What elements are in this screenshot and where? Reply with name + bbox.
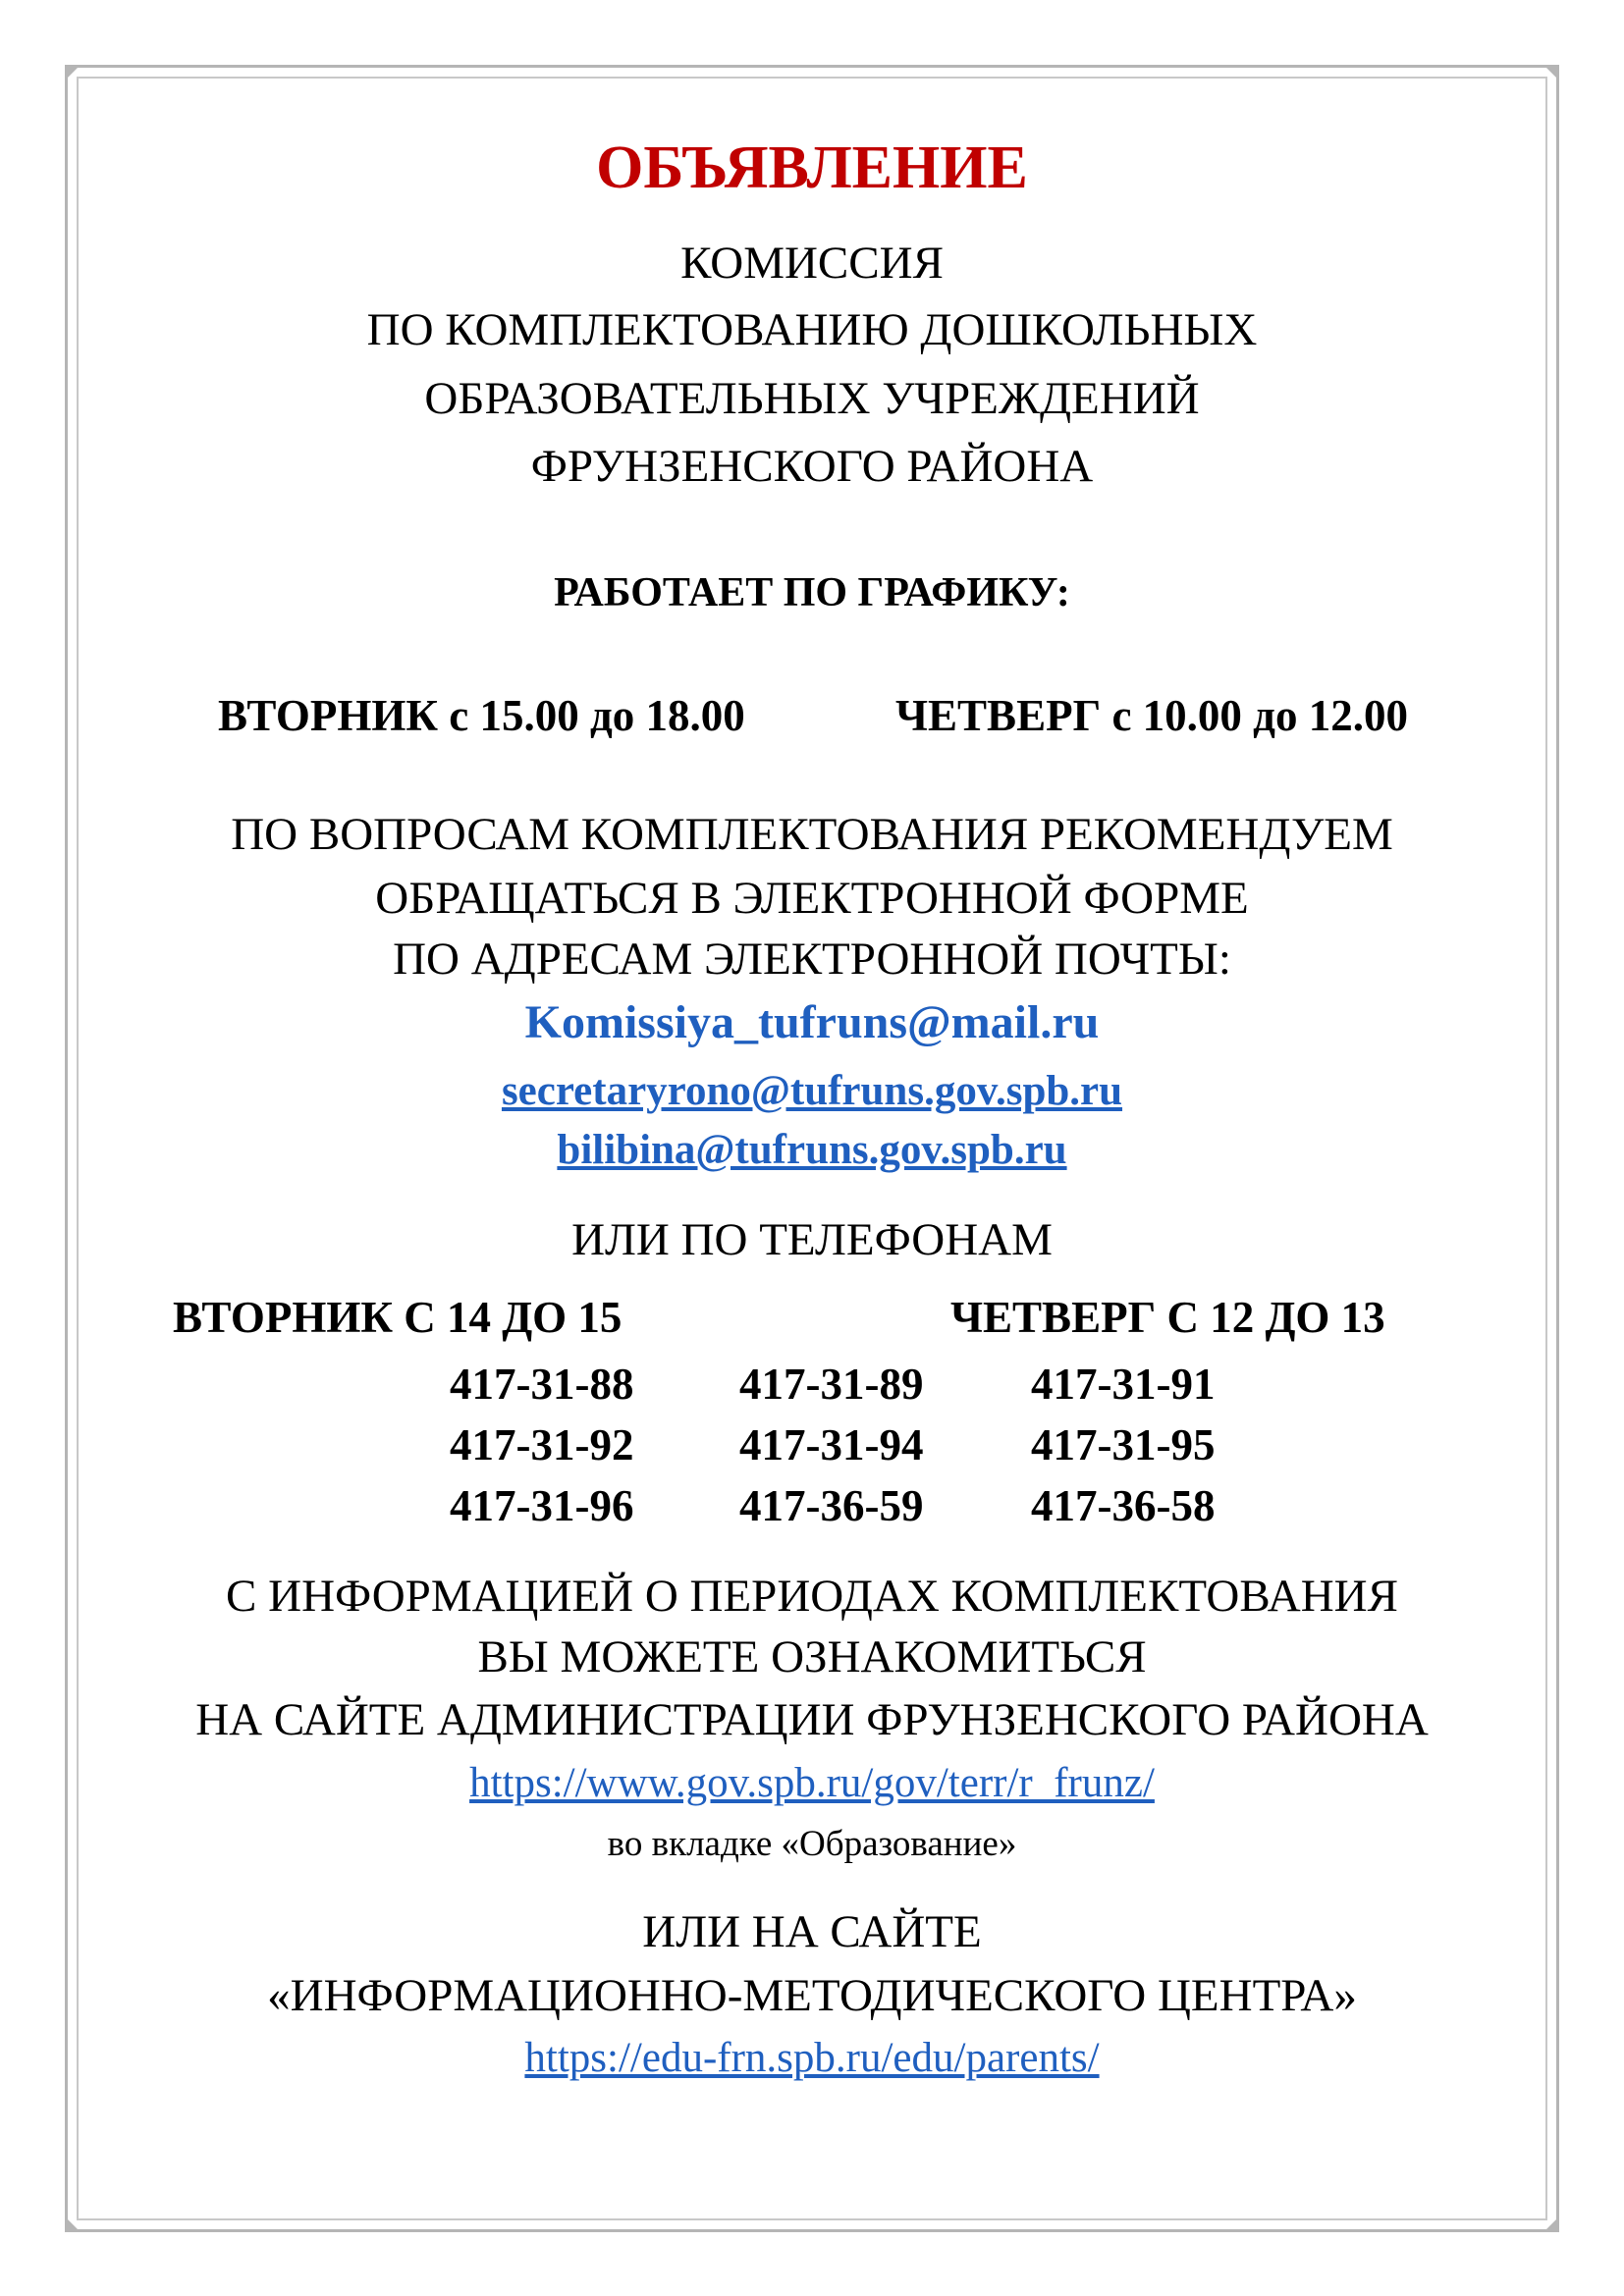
frame-corner [67, 2218, 79, 2230]
schedule-thursday: ЧЕТВЕРГ с 10.00 до 12.00 [895, 691, 1408, 740]
phone-number: 417-31-94 [739, 1420, 924, 1469]
schedule-tuesday: ВТОРНИК с 15.00 до 18.00 [218, 691, 745, 740]
frame-corner [1545, 67, 1557, 79]
phone-number: 417-31-96 [450, 1481, 634, 1530]
frame-corner [1545, 2218, 1557, 2230]
email-link-bilibina[interactable]: bilibina@tufruns.gov.spb.ru [557, 1127, 1067, 1173]
phone-number: 417-31-92 [450, 1420, 634, 1469]
phone-number: 417-31-91 [1031, 1360, 1216, 1409]
contact-intro-line: ОБРАЩАТЬСЯ В ЭЛЕКТРОННОЙ ФОРМЕ [375, 873, 1249, 924]
schedule-heading: РАБОТАЕТ ПО ГРАФИКУ: [554, 570, 1070, 615]
page-title: ОБЪЯВЛЕНИЕ [596, 134, 1028, 201]
admin-tab-note: во вкладке «Образование» [607, 1824, 1017, 1864]
phone-day-thursday: ЧЕТВЕРГ С 12 ДО 13 [950, 1293, 1385, 1342]
commission-line: ПО КОМПЛЕКТОВАНИЮ ДОШКОЛЬНЫХ [366, 304, 1258, 355]
info-line: ВЫ МОЖЕТЕ ОЗНАКОМИТЬСЯ [477, 1631, 1147, 1682]
phone-number: 417-36-59 [739, 1481, 924, 1530]
info-line: С ИНФОРМАЦИЕЙ О ПЕРИОДАХ КОМПЛЕКТОВАНИЯ [226, 1571, 1398, 1622]
phone-number: 417-31-88 [450, 1360, 634, 1409]
email-link-main[interactable]: Komissiya_tufruns@mail.ru [524, 996, 1100, 1048]
commission-line: ФРУНЗЕНСКОГО РАЙОНА [530, 441, 1094, 492]
phone-number: 417-36-58 [1031, 1481, 1216, 1530]
phone-day-tuesday: ВТОРНИК С 14 ДО 15 [173, 1293, 623, 1342]
imc-site-link[interactable]: https://edu-frn.spb.ru/edu/parents/ [524, 2035, 1100, 2081]
admin-site-link[interactable]: https://www.gov.spb.ru/gov/terr/r_frunz/ [469, 1760, 1155, 1806]
email-link-secretary[interactable]: secretaryrono@tufruns.gov.spb.ru [501, 1068, 1123, 1114]
phone-number: 417-31-89 [739, 1360, 924, 1409]
contact-intro-line: ПО ВОПРОСАМ КОМПЛЕКТОВАНИЯ РЕКОМЕНДУЕМ [231, 809, 1393, 860]
commission-line: КОМИССИЯ [680, 238, 944, 289]
contact-intro-line: ПО АДРЕСАМ ЭЛЕКТРОННОЙ ПОЧТЫ: [393, 934, 1231, 985]
imc-line: ИЛИ НА САЙТЕ [642, 1906, 982, 1957]
commission-line: ОБРАЗОВАТЕЛЬНЫХ УЧРЕЖДЕНИЙ [424, 373, 1200, 424]
phones-intro: ИЛИ ПО ТЕЛЕФОНАМ [571, 1214, 1053, 1265]
frame-corner [67, 67, 79, 79]
phone-number: 417-31-95 [1031, 1420, 1216, 1469]
info-line: НА САЙТЕ АДМИНИСТРАЦИИ ФРУНЗЕНСКОГО РАЙОНА [195, 1694, 1429, 1745]
imc-line: «ИНФОРМАЦИОННО-МЕТОДИЧЕСКОГО ЦЕНТРА» [267, 1970, 1357, 2021]
